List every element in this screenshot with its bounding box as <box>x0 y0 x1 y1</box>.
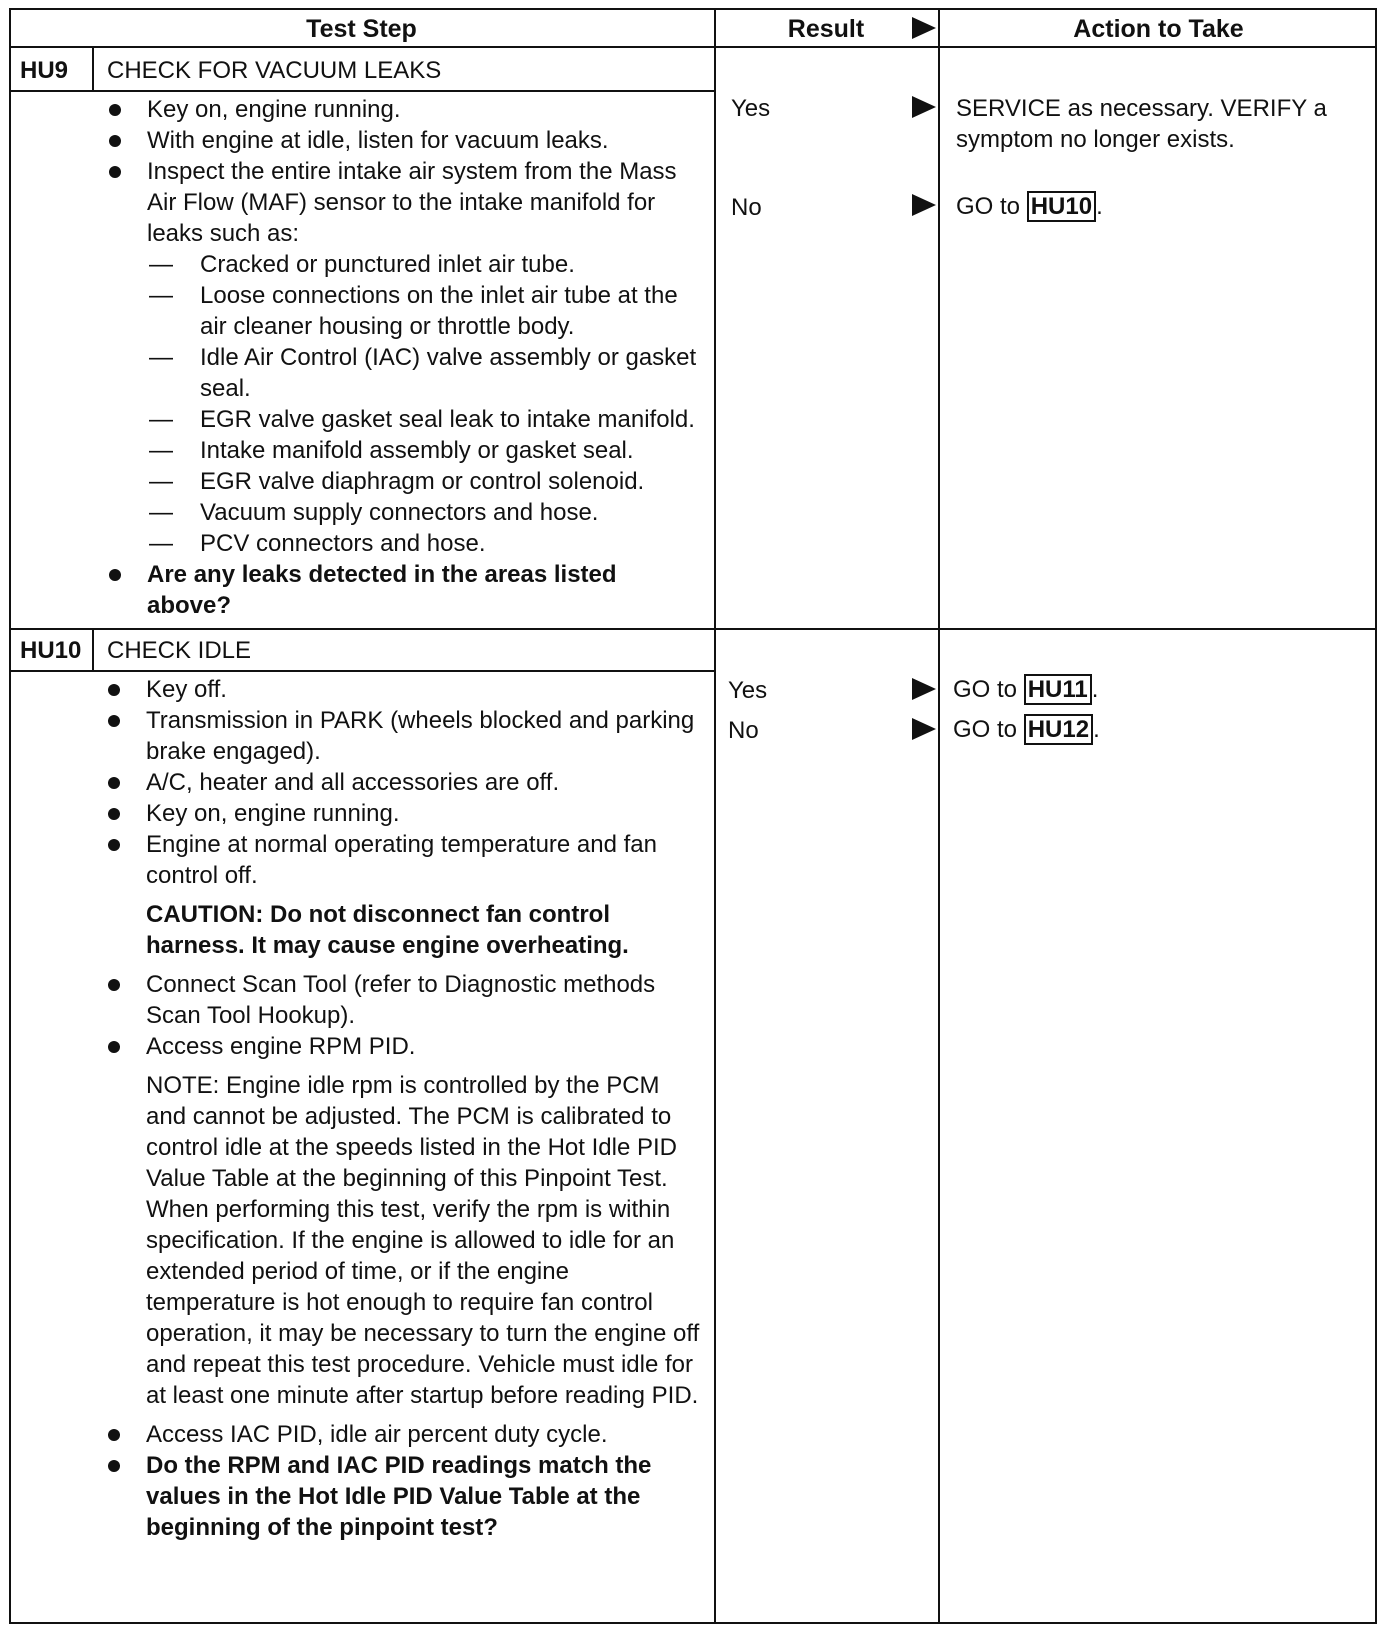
hu9-action-yes: SERVICE as necessary. VERIFY a symptom no longer exists. <box>956 95 1327 153</box>
hu10-step: Access IAC PID, idle air percent duty cycle. <box>104 1419 704 1450</box>
hu10-result-no: No <box>728 717 759 744</box>
hu10-reference[interactable]: HU10 <box>1027 191 1096 222</box>
hu9-result-yes: Yes <box>731 95 771 122</box>
hu9-leak-item: — EGR valve diaphragm or control solenoid. <box>105 466 705 497</box>
go-to-label: GO to <box>953 676 1018 703</box>
hu10-action-yes: GO to HU11 . <box>953 676 1099 703</box>
hu9-step: Inspect the entire intake air system from the Mass Air Flow (MAF) sensor to the intake manifold for leaks such as: <box>105 156 705 249</box>
hu10-step: Key off. <box>104 674 704 705</box>
hu10-question: Do the RPM and IAC PID readings match the values in the Hot Idle PID Value Table at the beginning of the pinpoint test? <box>104 1450 704 1543</box>
hu9-leak-item: — Vacuum supply connectors and hose. <box>105 497 705 528</box>
hu10-step: Transmission in PARK (wheels blocked and parking brake engaged). <box>104 705 704 767</box>
hu9-leak-item: — Cracked or punctured inlet air tube. <box>105 249 705 280</box>
header-divider <box>9 46 1377 48</box>
hu10-steps <box>104 674 704 1543</box>
step-result-divider <box>714 8 716 1624</box>
hu10-title: CHECK IDLE <box>107 637 252 664</box>
result-header: Result <box>787 14 865 43</box>
hu9-leak-item: — EGR valve gasket seal leak to intake manifold. <box>105 404 705 435</box>
result-action-divider <box>938 8 940 1624</box>
hu9-question: Are any leaks detected in the areas listed above? <box>105 559 705 621</box>
hu9-action-no: GO to HU10 . <box>956 193 1103 220</box>
hu9-leak-item: — Intake manifold assembly or gasket seal. <box>105 435 705 466</box>
arrow-icon <box>912 678 936 700</box>
hu9-step: With engine at idle, listen for vacuum leaks. <box>105 125 705 156</box>
hu9-leak-item: — Loose connections on the inlet air tube at the air cleaner housing or throttle body. <box>105 280 705 342</box>
hu10-action-no: GO to HU12 . <box>953 716 1100 743</box>
hu10-caution: CAUTION: Do not disconnect fan control harness. It may cause engine overheating. <box>146 901 629 959</box>
hu10-step: Access engine RPM PID. <box>104 1031 704 1062</box>
hu11-reference[interactable]: HU11 <box>1024 674 1092 705</box>
hu9-leak-item: — Idle Air Control (IAC) valve assembly or gasket seal. <box>105 342 705 404</box>
hu10-step: A/C, heater and all accessories are off. <box>104 767 704 798</box>
action-header: Action to Take <box>1073 14 1244 43</box>
hu10-result-yes: Yes <box>728 677 768 704</box>
hu9-title: CHECK FOR VACUUM LEAKS <box>107 57 442 84</box>
hu10-code-divider <box>92 628 94 670</box>
arrow-icon <box>912 194 936 216</box>
hu9-code: HU9 <box>20 57 69 84</box>
hu10-step: Key on, engine running. <box>104 798 704 829</box>
hu10-step: Engine at normal operating temperature and fan control off. <box>104 829 704 891</box>
hu9-result-no: No <box>731 194 762 221</box>
go-to-label: GO to <box>956 193 1021 220</box>
section-divider <box>9 628 1377 630</box>
hu10-code: HU10 <box>20 637 82 664</box>
go-to-label: GO to <box>953 716 1018 743</box>
hu9-step: Key on, engine running. <box>105 94 705 125</box>
hu9-leak-item: — PCV connectors and hose. <box>105 528 705 559</box>
arrow-icon <box>912 96 936 118</box>
hu9-title-divider <box>9 90 714 92</box>
test-step-header: Test Step <box>306 14 417 43</box>
hu10-step: Connect Scan Tool (refer to Diagnostic methods Scan Tool Hookup). <box>104 969 704 1031</box>
arrow-icon <box>912 718 936 740</box>
hu9-steps <box>105 94 705 621</box>
arrow-icon <box>912 17 936 39</box>
hu10-title-divider <box>9 670 714 672</box>
hu9-code-divider <box>92 46 94 90</box>
hu10-note: NOTE: Engine idle rpm is controlled by the PCM and cannot be adjusted. The PCM is calibrated to control idle at the speeds listed in the Hot Idle PID Value Table at the beginning of this Pinpoint Test. When performing this test, verify the rpm is within specification. If the engine is allowed to idle for an extended period of time, or if the engine temperature is hot enough to require fan control operation, it may be necessary to turn the engine off and repeat this test procedure. Vehicle must idle for at least one minute after startup before reading PID. <box>146 1072 700 1409</box>
hu12-reference[interactable]: HU12 <box>1024 714 1093 745</box>
